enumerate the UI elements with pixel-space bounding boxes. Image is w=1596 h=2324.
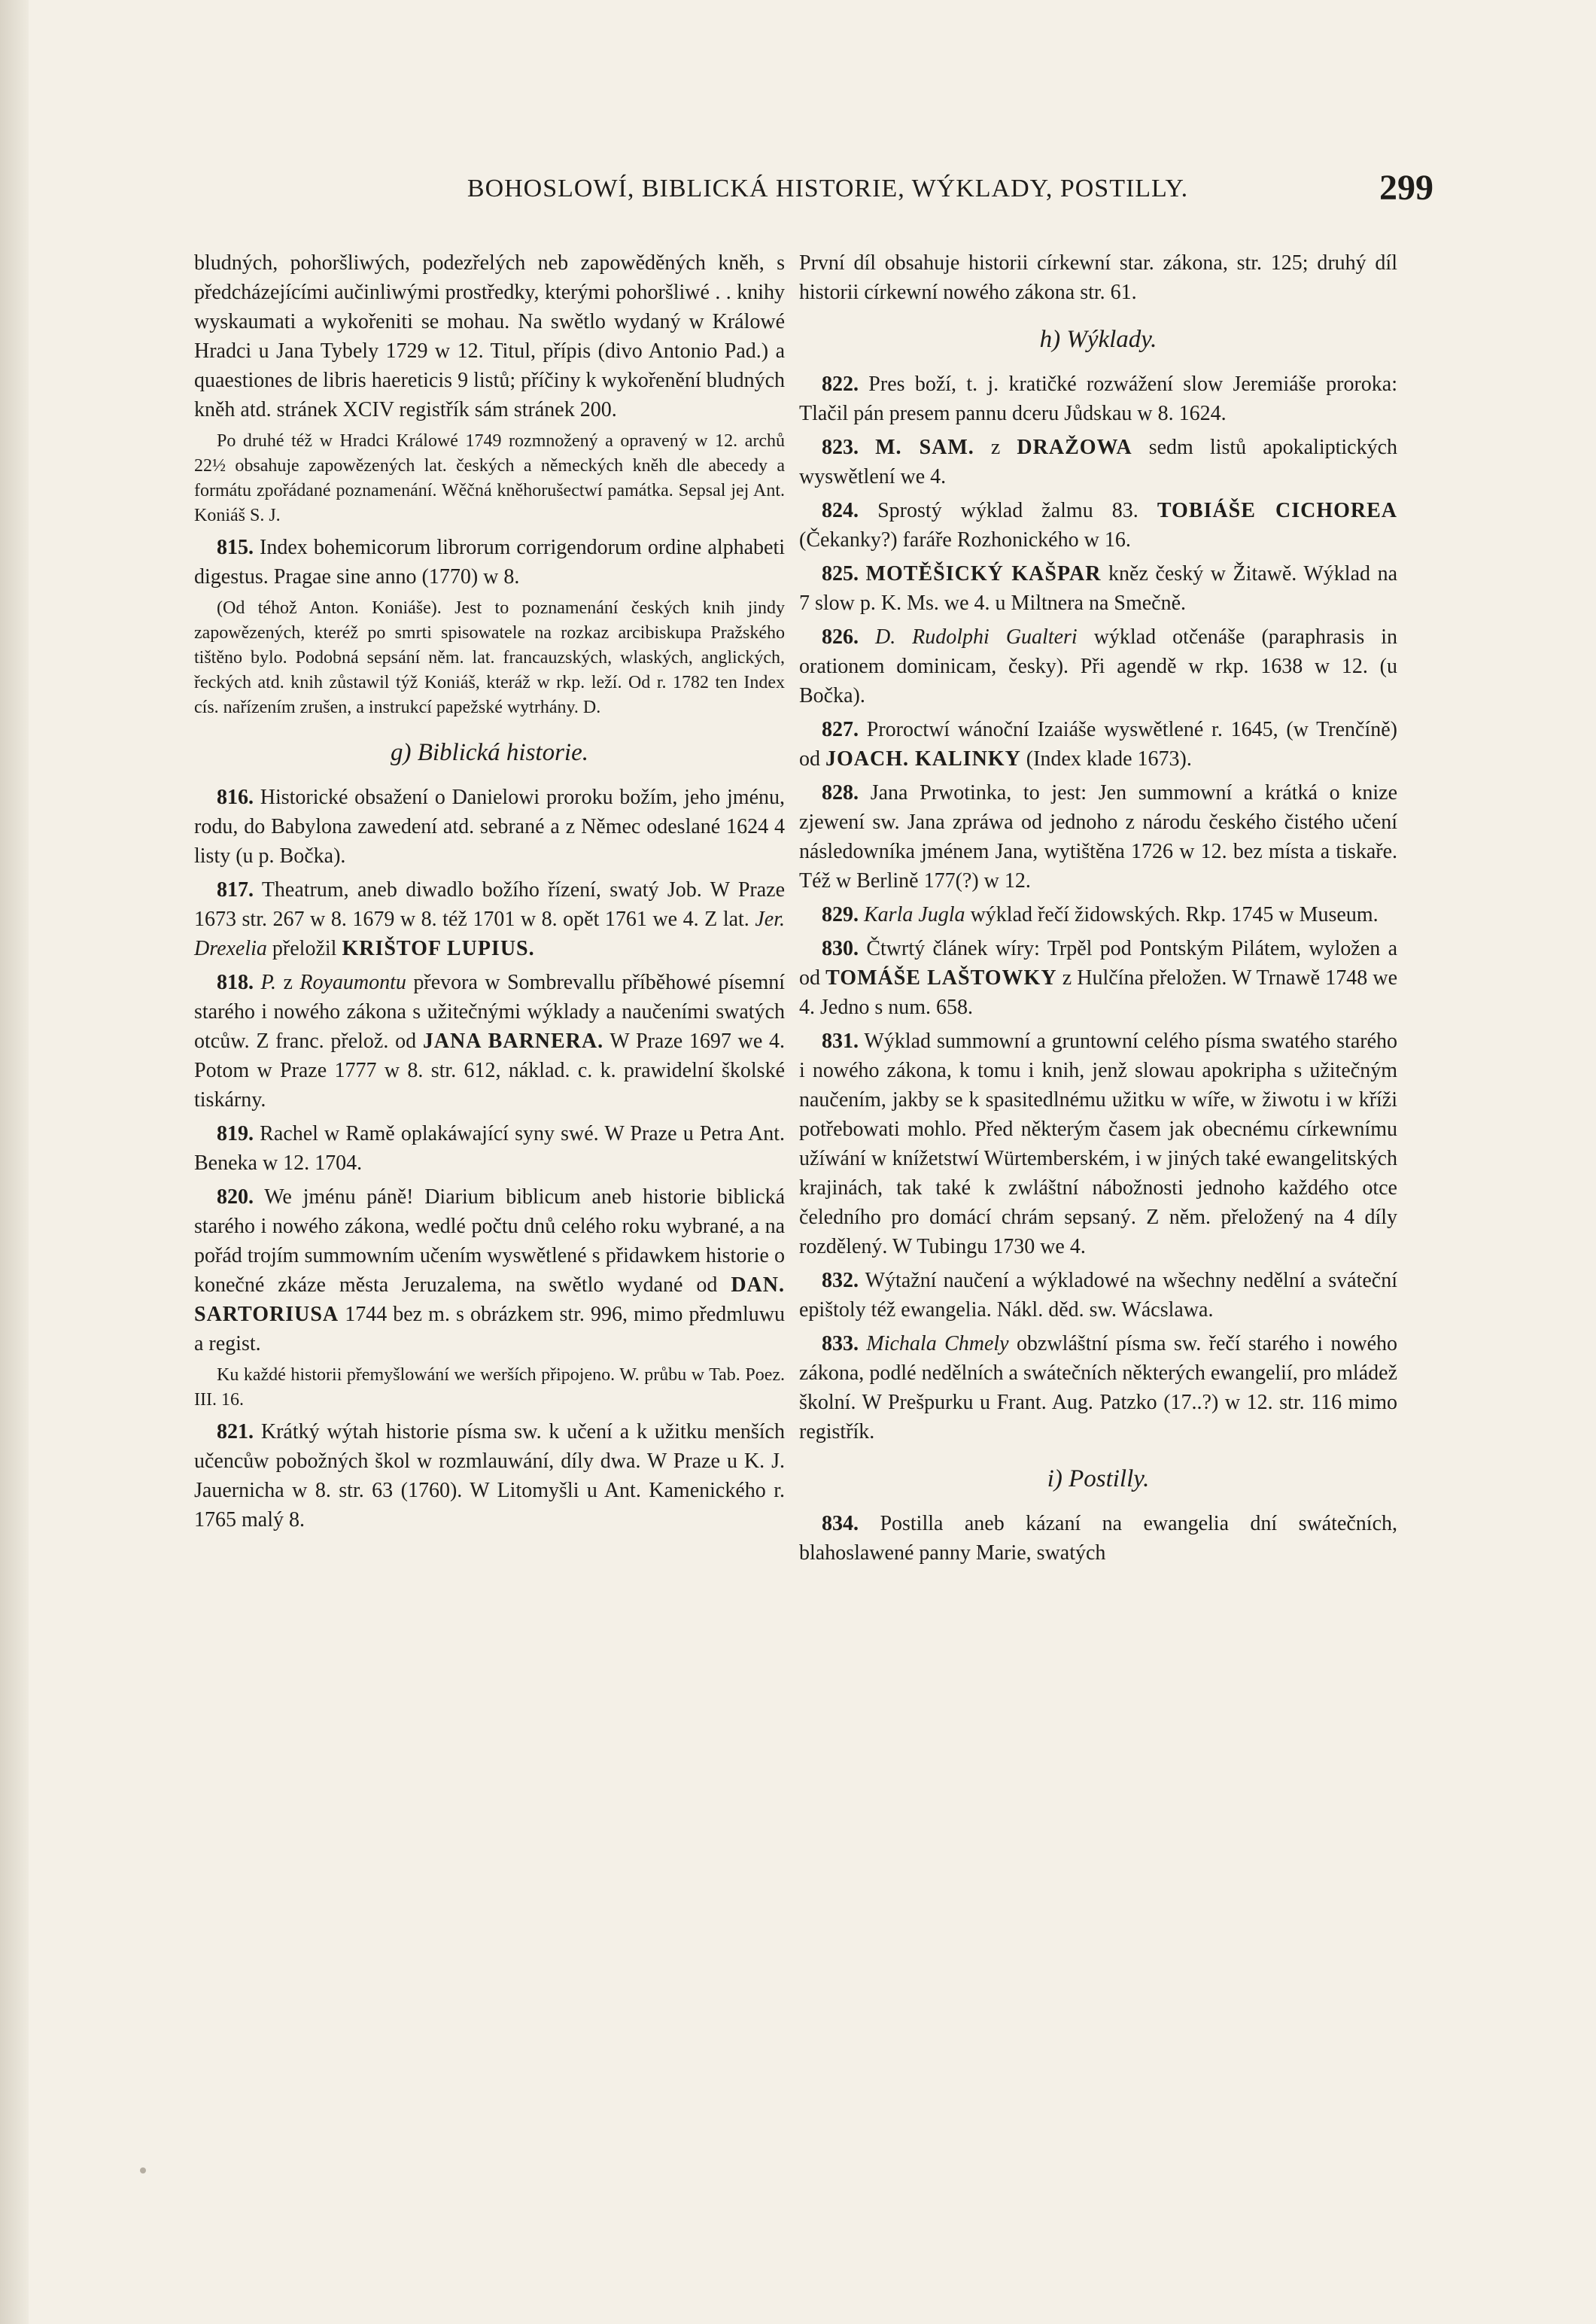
entry-text: z xyxy=(283,971,293,994)
author-name: DRAŽOWA xyxy=(1017,436,1132,459)
entry-text: z xyxy=(990,436,1001,459)
page-number: 299 xyxy=(1379,168,1433,208)
entry-text: (Čekanky?) faráře Rozhonického w 16. xyxy=(799,528,1131,552)
binding-gutter xyxy=(0,0,29,2324)
entry-number: 828. xyxy=(822,781,859,805)
entry-text: z Hulčína přeložen. W Trnawě 1748 we 4. Jedno s num. 658. xyxy=(799,966,1398,1019)
entry-819 xyxy=(194,1119,785,1178)
author-name: M. SAM. xyxy=(875,436,974,459)
author-name: TOBIÁŠE CICHOREA xyxy=(1157,499,1397,522)
entry-text: Historické obsažení o Danielowi proroku božím, jeho jménu, rodu, do Babylona zawedení atd. sebrané a z Němec odeslané 1624 4 listy (u p. Bočka). xyxy=(194,786,786,868)
entry-824 xyxy=(799,496,1397,555)
entry-826 xyxy=(799,622,1397,710)
section-heading-g: g) Biblická historie. xyxy=(390,739,589,766)
author-name: D. Rudolphi Gualteri xyxy=(874,625,1078,649)
entry-text: Index bohemicorum librorum corrigendorum ordine alphabeti digestus. Pragae sine anno (1770) w 8. xyxy=(194,536,786,589)
entry-text: Sprostý wýklad žalmu 83. xyxy=(877,499,1138,522)
entry-continuation: První díl obsahuje historii církewní star. zákona, str. 125; druhý díl historii církewní nowého zákona str. 61. xyxy=(799,251,1397,304)
entry-text: sedm listů apokaliptických wyswětlení we 4. xyxy=(799,436,1398,488)
entry-number: 829. xyxy=(822,903,859,926)
entry-number: 832. xyxy=(822,1269,859,1292)
note: Ku každé historii přemyšlowání we werších připojeno. W. průbu w Tab. Poez. III. 16. xyxy=(194,1365,785,1410)
author-name: Michala Chmely xyxy=(866,1332,1009,1355)
entry-815 xyxy=(194,533,785,592)
entry-817 xyxy=(194,875,785,963)
entry-827 xyxy=(799,715,1397,774)
entry-830 xyxy=(799,934,1397,1022)
entry-823 xyxy=(799,433,1397,491)
entry-text: Postilla aneb kázaní na ewangelia dní swátečních, blahoslawené panny Marie, swatých xyxy=(799,1512,1398,1565)
entry-831 xyxy=(799,1027,1397,1261)
entry-number: 820. xyxy=(217,1185,254,1209)
editor-name: DAN. SARTORIUSA xyxy=(194,1273,785,1326)
entry-number: 817. xyxy=(217,878,254,902)
entry-text: Wýklad summowní a gruntowní celého písma swatého starého i nowého zákona, k tomu i knih, jenž slowau apokripha s užitečným naučením, jakby se k spasitedlnému užitku w wíře, w žiwotu i w kříži potřebowati mohlo. Před některým časem jak obecnému církewnímu užíwání w knížetstwí Würtemberském, i w jiných také ewangelitských krajinách, tak také k zwláštní nábožnosti jednoho každého otce čeledního pro domácí chrám sepsaný. Z něm. přeložený na 4 díly rozdělený. W Tubingu 1730 we 4. xyxy=(799,1030,1397,1258)
entry-number: 823. xyxy=(822,436,859,459)
entry-number: 825. xyxy=(822,562,859,586)
entry-number: 816. xyxy=(217,786,254,809)
left-column xyxy=(194,248,785,1539)
entry-number: 831. xyxy=(822,1030,859,1053)
paper-spot xyxy=(140,2167,146,2173)
entry-number: 834. xyxy=(822,1512,859,1535)
entry-text: Jana Prwotinka, to jest: Jen summowní a krátká o knize zjewení sw. Jana zpráwa od jednoho z národu českého čistého učení následowníka jménem Jana, wytištěna 1726 w 12. bez místa a tiskaře. Též w Berlině 177(?) w 12. xyxy=(799,781,1398,893)
section-heading-i: i) Postilly. xyxy=(1047,1465,1150,1492)
entry-continuation: bludných, pohoršliwých, podezřelých neb zapowěděných kněh, s předcházejícími aučinliwými prostředky, kterými pohoršliwé . . knihy wyskaumati a wykořeniti se mohau. Na swětlo wydaný w Králowé Hradci u Jana Tybely 1729 w 12. Titul, přípis (divo Antonio Pad.) a quaestiones de libris haereticis 9 listů; příčiny k wykořenění bludných kněh atd. stránek XCIV registřík sám stránek 200. xyxy=(194,251,785,421)
author-name: TOMÁŠE LAŠTOWKY xyxy=(825,966,1057,990)
entry-text: Čtwrtý článek wíry: Trpěl pod Pontským Pilátem, wyložen a od xyxy=(799,937,1397,990)
section-heading-h: h) Wýklady. xyxy=(1039,326,1157,353)
entry-816 xyxy=(194,783,785,871)
entry-text: Theatrum, aneb diwadlo božího řízení, swatý Job. W Praze 1673 str. 267 w 8. 1679 w 8. též 1701 w 8. opět 1761 we 4. Z lat. xyxy=(194,878,785,931)
entry-text: Rachel w Ramě oplakáwající syny swé. W Praze u Petra Ant. Beneka w 12. 1704. xyxy=(194,1122,786,1175)
entry-text: Pres boží, t. j. kratičké rozwážení slow Jeremiáše proroka: Tlačil pán presem pannu dceru Jůdskau w 8. 1624. xyxy=(799,373,1397,425)
entry-number: 818. xyxy=(217,971,254,994)
entry-text: wýklad otčenáše (paraphrasis in orationem dominicam, česky). Při agendě w rkp. 1638 w 12. (u Bočka). xyxy=(799,625,1398,707)
author-initial: P. xyxy=(260,971,276,994)
entry-text: Krátký wýtah historie písma sw. k učení a k užitku menších učencůw pobožných škol w rozmlauwání, díly dwa. W Praze u K. J. Jauernicha w 8. str. 63 (1760). W Litomyšli u Ant. Kamenického r. 1765 malý 8. xyxy=(194,1420,785,1532)
entry-820 xyxy=(194,1182,785,1358)
entry-number: 821. xyxy=(217,1420,254,1443)
entry-834 xyxy=(799,1509,1397,1568)
entry-text: převora w Sombrevallu příběhowé písemní starého i nowého zákona s užitečnými wýklady a naučeními swatých otcůw. Z franc. přelož. od xyxy=(194,971,785,1053)
entry-text: obzwláštní písma sw. řečí starého i nowého zákona, podlé nedělních a swátečních některých ewangelií, pro mládež školní. W Prešpurku u Frant. Aug. Patzko (17..?) w 12. str. 116 mimo registřík. xyxy=(799,1332,1398,1443)
entry-818 xyxy=(194,968,785,1115)
running-head: BOHOSLOWÍ, BIBLICKÁ HISTORIE, WÝKLADY, POSTILLY. xyxy=(467,175,1189,202)
author-name: MOTĚŠICKÝ KAŠPAR xyxy=(865,562,1102,586)
entry-text: kněz český w Žitawě. Wýklad na 7 slow p. K. Ms. we 4. u Miltnera na Smečně. xyxy=(799,562,1397,615)
entry-833 xyxy=(799,1329,1397,1446)
entry-number: 833. xyxy=(822,1332,859,1355)
entry-number: 815. xyxy=(217,536,254,559)
note: Po druhé též w Hradci Králowé 1749 rozmnožený a opravený w 12. archů 22½ obsahuje zapowězených lat. českých a německých kněh dle abecedy a formátu zpořádané poznamenání. Wěčná kněhorušectwí památka. Sepsal jej Ant. Koniáš S. J. xyxy=(194,431,785,525)
author-name: Royaumontu xyxy=(299,971,406,994)
entry-text: Wýtažní naučení a wýkladowé na wšechny nedělní a sváteční epištoly též ewangelia. Nákl. děd. sw. Wácslawa. xyxy=(799,1269,1397,1322)
entry-text: We jménu páně! Diarium biblicum aneb historie biblická starého i nowého zákona, wedlé počtu dnů celého roku wybrané, a na pořád trojím summowním učením wyswětlené s přidawkem historie o konečné zkáze města Jeruzalema, na swětlo wydané od xyxy=(194,1185,786,1297)
entry-number: 824. xyxy=(822,499,859,522)
entry-text: Proroctwí wánoční Izaiáše wyswětlené r. 1645, (w Trenčíně) od xyxy=(799,718,1398,771)
entry-number: 819. xyxy=(217,1122,254,1145)
entry-821 xyxy=(194,1417,785,1535)
entry-832 xyxy=(799,1266,1397,1325)
entry-text: (Index klade 1673). xyxy=(1026,747,1192,771)
entry-829 xyxy=(799,900,1397,929)
entry-number: 822. xyxy=(822,373,859,396)
entry-text: 1744 bez m. s obrázkem str. 996, mimo předmluwu a regist. xyxy=(194,1303,785,1355)
entry-text: přeložil xyxy=(272,937,337,960)
entry-text: wýklad řečí židowských. Rkp. 1745 w Museum. xyxy=(970,903,1379,926)
entry-number: 826. xyxy=(822,625,859,649)
entry-822 xyxy=(799,370,1397,428)
translator-name: KRIŠTOF LUPIUS. xyxy=(342,937,535,960)
author-name: Karla Jugla xyxy=(864,903,965,926)
entry-number: 827. xyxy=(822,718,859,741)
entry-number: 830. xyxy=(822,937,859,960)
entry-text: W Praze 1697 we 4. Potom w Praze 1777 w 8. str. 612, náklad. c. k. prawidelní školské tiskárny. xyxy=(194,1030,786,1112)
right-column xyxy=(799,248,1397,1572)
entry-828 xyxy=(799,778,1397,896)
entry-825 xyxy=(799,559,1397,618)
author-name: Jer. Drexelia xyxy=(194,908,786,960)
note: (Od téhož Anton. Koniáše). Jest to poznamenání českých knih jindy zapowězených, kteréž po smrti spisowatele na rozkaz arcibiskupa Pražského tištěno bylo. Podobná sepsání něm. lat. francauzských, wlaských, anglických, řeckých atd. knih zůstawil týž Koniáš, kteráž w rkp. leží. Od r. 1782 ten Index cís. nařízením zrušen, a instrukcí papežské wytrhány. D. xyxy=(194,598,785,717)
translator-name: JANA BARNERA. xyxy=(422,1030,604,1053)
author-name: JOACH. KALINKY xyxy=(825,747,1021,771)
